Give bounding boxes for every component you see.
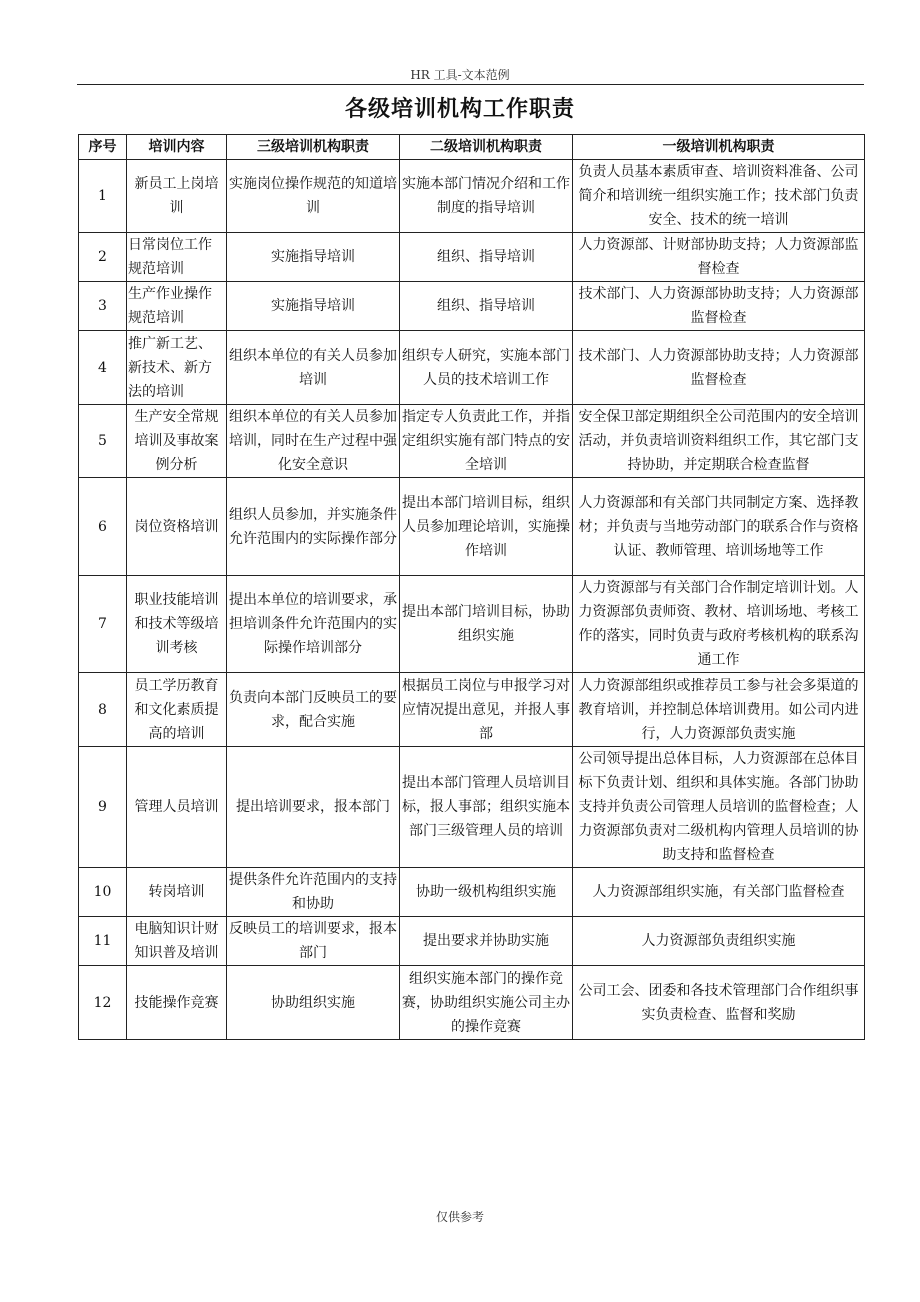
cell-level3: 负责向本部门反映员工的要求，配合实施 <box>227 673 400 747</box>
cell-level1: 技术部门、人力资源部协助支持；人力资源部监督检查 <box>573 331 865 405</box>
cell-level2: 提出本部门管理人员培训目标，报人事部；组织实施本部门三级管理人员的培训 <box>400 747 573 868</box>
cell-level1: 人力资源部、计财部协助支持；人力资源部监督检查 <box>573 233 865 282</box>
cell-level2: 提出本部门培训目标，协助组织实施 <box>400 576 573 673</box>
cell-content: 新员工上岗培训 <box>127 160 227 233</box>
cell-level3: 组织本单位的有关人员参加培训，同时在生产过程中强化安全意识 <box>227 405 400 478</box>
table-header-row <box>79 135 865 160</box>
table-row <box>79 576 865 673</box>
table-row <box>79 233 865 282</box>
cell-content: 生产作业操作规范培训 <box>127 282 227 331</box>
cell-level1: 公司领导提出总体目标，人力资源部在总体目标下负责计划、组织和具体实施。各部门协助支持并负责公司管理人员培训的监督检查；人力资源部负责对二级机构内管理人员培训的协助支持和监督检查 <box>573 747 865 868</box>
cell-level2: 组织专人研究，实施本部门人员的技术培训工作 <box>400 331 573 405</box>
cell-no: 11 <box>79 917 127 966</box>
cell-content: 技能操作竞赛 <box>127 966 227 1040</box>
cell-no: 5 <box>79 405 127 478</box>
cell-level2: 实施本部门情况介绍和工作制度的指导培训 <box>400 160 573 233</box>
cell-level2: 组织、指导培训 <box>400 233 573 282</box>
cell-no: 1 <box>79 160 127 233</box>
cell-level3: 实施指导培训 <box>227 233 400 282</box>
cell-content: 生产安全常规培训及事故案例分析 <box>127 405 227 478</box>
cell-level1: 负责人员基本素质审查、培训资料准备、公司简介和培训统一组织实施工作；技术部门负责安全、技术的统一培训 <box>573 160 865 233</box>
cell-no: 3 <box>79 282 127 331</box>
cell-content: 推广新工艺、新技术、新方法的培训 <box>127 331 227 405</box>
page-footer: 仅供参考 <box>435 1210 484 1224</box>
cell-level2: 根据员工岗位与申报学习对应情况提出意见，并报人事部 <box>400 673 573 747</box>
cell-content: 职业技能培训和技术等级培训考核 <box>127 576 227 673</box>
header-divider <box>77 84 864 85</box>
cell-content: 日常岗位工作规范培训 <box>127 233 227 282</box>
cell-level2: 协助一级机构组织实施 <box>400 868 573 917</box>
cell-content: 岗位资格培训 <box>127 478 227 576</box>
table-row <box>79 282 865 331</box>
cell-level3: 提出培训要求，报本部门 <box>227 747 400 868</box>
cell-level1: 安全保卫部定期组织全公司范围内的安全培训活动，并负责培训资料组织工作，其它部门支持协助，并定期联合检查监督 <box>573 405 865 478</box>
page-header: HR 工具-文本范例 <box>410 68 510 82</box>
cell-content: 转岗培训 <box>127 868 227 917</box>
cell-level3: 提供条件允许范围内的支持和协助 <box>227 868 400 917</box>
col-header-level1: 一级培训机构职责 <box>573 135 865 160</box>
cell-no: 9 <box>79 747 127 868</box>
table-row <box>79 868 865 917</box>
col-header-content: 培训内容 <box>127 135 227 160</box>
cell-level2: 组织实施本部门的操作竞赛，协助组织实施公司主办的操作竞赛 <box>400 966 573 1040</box>
cell-level2: 指定专人负责此工作，并指定组织实施有部门特点的安全培训 <box>400 405 573 478</box>
cell-no: 8 <box>79 673 127 747</box>
cell-no: 12 <box>79 966 127 1040</box>
cell-content: 电脑知识计财知识普及培训 <box>127 917 227 966</box>
col-header-no: 序号 <box>79 135 127 160</box>
cell-level2: 提出本部门培训目标，组织人员参加理论培训，实施操作培训 <box>400 478 573 576</box>
cell-level1: 人力资源部与有关部门合作制定培训计划。人力资源部负责师资、教材、培训场地、考核工作的落实，同时负责与政府考核机构的联系沟通工作 <box>573 576 865 673</box>
cell-content: 管理人员培训 <box>127 747 227 868</box>
table-row <box>79 966 865 1040</box>
table-row <box>79 160 865 233</box>
cell-no: 6 <box>79 478 127 576</box>
cell-level1: 人力资源部组织或推荐员工参与社会多渠道的教育培训，并控制总体培训费用。如公司内进行，人力资源部负责实施 <box>573 673 865 747</box>
training-duty-table <box>78 134 865 1040</box>
cell-level1: 人力资源部负责组织实施 <box>573 917 865 966</box>
col-header-level2: 二级培训机构职责 <box>400 135 573 160</box>
cell-no: 2 <box>79 233 127 282</box>
table-row <box>79 747 865 868</box>
document-title: 各级培训机构工作职责 <box>344 96 575 122</box>
cell-content: 员工学历教育和文化素质提高的培训 <box>127 673 227 747</box>
table-row <box>79 331 865 405</box>
table-row <box>79 917 865 966</box>
cell-level3: 组织人员参加，并实施条件允许范围内的实际操作部分 <box>227 478 400 576</box>
cell-level1: 公司工会、团委和各技术管理部门合作组织事实负责检查、监督和奖励 <box>573 966 865 1040</box>
cell-level2: 组织、指导培训 <box>400 282 573 331</box>
cell-level3: 实施指导培训 <box>227 282 400 331</box>
cell-level3: 实施岗位操作规范的知道培训 <box>227 160 400 233</box>
cell-level2: 提出要求并协助实施 <box>400 917 573 966</box>
cell-level3: 提出本单位的培训要求，承担培训条件允许范围内的实际操作培训部分 <box>227 576 400 673</box>
table-row <box>79 673 865 747</box>
cell-level1: 技术部门、人力资源部协助支持；人力资源部监督检查 <box>573 282 865 331</box>
cell-level3: 组织本单位的有关人员参加培训 <box>227 331 400 405</box>
table-row <box>79 478 865 576</box>
cell-no: 10 <box>79 868 127 917</box>
cell-level1: 人力资源部和有关部门共同制定方案、选择教材；并负责与当地劳动部门的联系合作与资格认证、教师管理、培训场地等工作 <box>573 478 865 576</box>
cell-level3: 协助组织实施 <box>227 966 400 1040</box>
cell-no: 7 <box>79 576 127 673</box>
table-row <box>79 405 865 478</box>
cell-no: 4 <box>79 331 127 405</box>
cell-level3: 反映员工的培训要求，报本部门 <box>227 917 400 966</box>
col-header-level3: 三级培训机构职责 <box>227 135 400 160</box>
cell-level1: 人力资源部组织实施，有关部门监督检查 <box>573 868 865 917</box>
